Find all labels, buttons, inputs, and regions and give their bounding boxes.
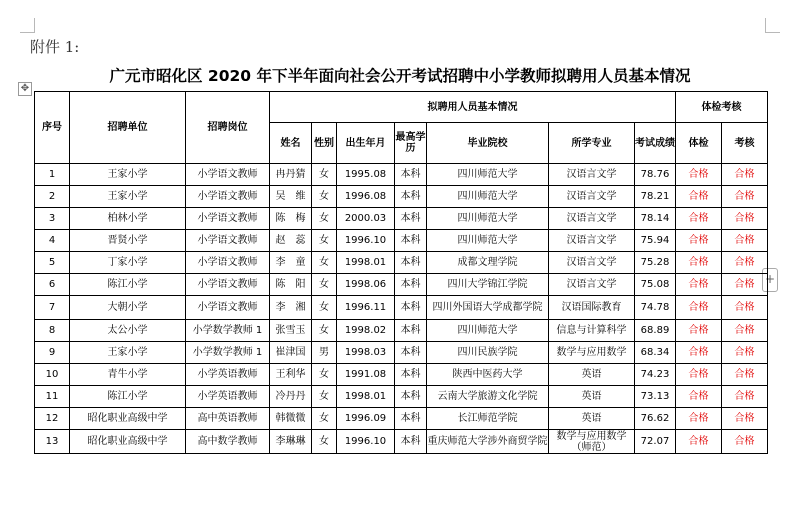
cell-school: 成都文理学院 (427, 252, 549, 274)
cell-seq: 7 (35, 296, 70, 320)
cell-school: 四川师范大学 (427, 230, 549, 252)
cell-physical: 合格 (676, 364, 722, 386)
cell-assess: 合格 (722, 342, 768, 364)
header-group-basic: 拟聘用人员基本情况 (270, 92, 676, 123)
cell-birth: 1998.02 (337, 320, 395, 342)
cell-gender: 女 (312, 320, 337, 342)
cell-physical: 合格 (676, 164, 722, 186)
cell-unit: 昭化职业高级中学 (70, 430, 186, 454)
header-gender: 性别 (312, 123, 337, 164)
cell-assess: 合格 (722, 364, 768, 386)
cell-birth: 1998.06 (337, 274, 395, 296)
cell-assess: 合格 (722, 208, 768, 230)
page-corner-mark-right (765, 18, 780, 33)
table-row (35, 274, 768, 296)
cell-unit: 青牛小学 (70, 364, 186, 386)
personnel-table (34, 91, 768, 454)
cell-major: 汉语言文学 (549, 252, 635, 274)
cell-major: 数学与应用数学（师范） (549, 430, 635, 454)
cell-post: 小学语文教师 (186, 274, 270, 296)
cell-school: 四川师范大学 (427, 164, 549, 186)
attachment-label: 附件 1: (30, 38, 80, 56)
cell-major: 英语 (549, 408, 635, 430)
table-row (35, 364, 768, 386)
header-assess: 考核 (722, 123, 768, 164)
cell-score: 68.34 (635, 342, 676, 364)
table-row (35, 342, 768, 364)
cell-school: 四川大学锦江学院 (427, 274, 549, 296)
cell-assess: 合格 (722, 230, 768, 252)
cell-unit: 丁家小学 (70, 252, 186, 274)
table-row (35, 430, 768, 454)
cell-unit: 大朝小学 (70, 296, 186, 320)
cell-seq: 13 (35, 430, 70, 454)
cell-name: 崔津国 (270, 342, 312, 364)
cell-name: 冉丹猜 (270, 164, 312, 186)
cell-gender: 女 (312, 364, 337, 386)
cell-post: 小学英语教师 (186, 386, 270, 408)
cell-name: 李 湘 (270, 296, 312, 320)
cell-unit: 王家小学 (70, 164, 186, 186)
table-row (35, 320, 768, 342)
cell-school: 四川师范大学 (427, 208, 549, 230)
cell-major: 信息与计算科学 (549, 320, 635, 342)
cell-edu: 本科 (395, 186, 427, 208)
cell-physical: 合格 (676, 320, 722, 342)
cell-score: 76.62 (635, 408, 676, 430)
header-group-exam: 体检考核 (676, 92, 768, 123)
cell-score: 75.28 (635, 252, 676, 274)
header-name: 姓名 (270, 123, 312, 164)
table-row (35, 186, 768, 208)
cell-physical: 合格 (676, 208, 722, 230)
cell-physical: 合格 (676, 408, 722, 430)
cell-seq: 8 (35, 320, 70, 342)
cell-edu: 本科 (395, 208, 427, 230)
header-post: 招聘岗位 (186, 92, 270, 164)
cell-edu: 本科 (395, 320, 427, 342)
cell-unit: 王家小学 (70, 186, 186, 208)
cell-physical: 合格 (676, 386, 722, 408)
cell-gender: 女 (312, 274, 337, 296)
cell-gender: 男 (312, 342, 337, 364)
table-row (35, 296, 768, 320)
cell-physical: 合格 (676, 342, 722, 364)
cell-school: 陕西中医药大学 (427, 364, 549, 386)
cell-post: 高中英语教师 (186, 408, 270, 430)
cell-seq: 11 (35, 386, 70, 408)
cell-seq: 3 (35, 208, 70, 230)
cell-physical: 合格 (676, 230, 722, 252)
header-physical: 体检 (676, 123, 722, 164)
cell-score: 75.94 (635, 230, 676, 252)
cell-score: 78.76 (635, 164, 676, 186)
cell-gender: 女 (312, 186, 337, 208)
cell-assess: 合格 (722, 274, 768, 296)
cell-edu: 本科 (395, 296, 427, 320)
cell-name: 王利华 (270, 364, 312, 386)
cell-edu: 本科 (395, 230, 427, 252)
cell-score: 72.07 (635, 430, 676, 454)
cell-post: 小学英语教师 (186, 364, 270, 386)
cell-major: 英语 (549, 364, 635, 386)
cell-post: 小学语文教师 (186, 208, 270, 230)
cell-name: 陈 阳 (270, 274, 312, 296)
cell-post: 小学语文教师 (186, 252, 270, 274)
cell-edu: 本科 (395, 364, 427, 386)
table-row (35, 252, 768, 274)
cell-physical: 合格 (676, 274, 722, 296)
cell-post: 高中数学教师 (186, 430, 270, 454)
cell-birth: 1996.08 (337, 186, 395, 208)
cell-unit: 柏林小学 (70, 208, 186, 230)
header-major: 所学专业 (549, 123, 635, 164)
cell-edu: 本科 (395, 252, 427, 274)
cell-unit: 晋贤小学 (70, 230, 186, 252)
cell-major: 汉语言文学 (549, 230, 635, 252)
cell-name: 吴 维 (270, 186, 312, 208)
table-row (35, 408, 768, 430)
table-row (35, 386, 768, 408)
cell-seq: 5 (35, 252, 70, 274)
header-seq: 序号 (35, 92, 70, 164)
cell-post: 小学语文教师 (186, 186, 270, 208)
cell-unit: 王家小学 (70, 342, 186, 364)
cell-name: 李 童 (270, 252, 312, 274)
cell-physical: 合格 (676, 252, 722, 274)
cell-school: 长江师范学院 (427, 408, 549, 430)
cell-gender: 女 (312, 296, 337, 320)
cell-name: 韩微微 (270, 408, 312, 430)
cell-gender: 女 (312, 164, 337, 186)
cell-major: 汉语言文学 (549, 208, 635, 230)
cell-edu: 本科 (395, 164, 427, 186)
cell-school: 四川师范大学 (427, 186, 549, 208)
cell-name: 张雪玉 (270, 320, 312, 342)
cell-major: 汉语国际教育 (549, 296, 635, 320)
cell-school: 四川外国语大学成都学院 (427, 296, 549, 320)
document-title: 广元市昭化区 2020 年下半年面向社会公开考试招聘中小学教师拟聘用人员基本情况 (109, 67, 691, 85)
cell-seq: 10 (35, 364, 70, 386)
cell-gender: 女 (312, 208, 337, 230)
cell-score: 73.13 (635, 386, 676, 408)
cell-score: 74.78 (635, 296, 676, 320)
add-column-plus-icon[interactable]: + (762, 268, 778, 292)
cell-name: 赵 蕊 (270, 230, 312, 252)
cell-birth: 1996.11 (337, 296, 395, 320)
cell-post: 小学语文教师 (186, 164, 270, 186)
cell-physical: 合格 (676, 296, 722, 320)
cell-gender: 女 (312, 430, 337, 454)
cell-edu: 本科 (395, 274, 427, 296)
cell-score: 68.89 (635, 320, 676, 342)
cell-gender: 女 (312, 386, 337, 408)
table-row (35, 164, 768, 186)
cell-assess: 合格 (722, 386, 768, 408)
cell-score: 74.23 (635, 364, 676, 386)
cell-assess: 合格 (722, 186, 768, 208)
cell-seq: 9 (35, 342, 70, 364)
cell-birth: 1996.10 (337, 230, 395, 252)
cell-name: 陈 梅 (270, 208, 312, 230)
header-edu: 最高学历 (395, 123, 427, 164)
cell-assess: 合格 (722, 252, 768, 274)
cell-school: 重庆师范大学涉外商贸学院 (427, 430, 549, 454)
cell-seq: 4 (35, 230, 70, 252)
cell-major: 英语 (549, 386, 635, 408)
cell-seq: 2 (35, 186, 70, 208)
page-corner-mark-left (20, 18, 35, 33)
cell-assess: 合格 (722, 430, 768, 454)
cell-score: 78.14 (635, 208, 676, 230)
cell-edu: 本科 (395, 386, 427, 408)
cell-birth: 1998.01 (337, 386, 395, 408)
cell-birth: 2000.03 (337, 208, 395, 230)
cell-school: 四川民族学院 (427, 342, 549, 364)
cell-birth: 1996.10 (337, 430, 395, 454)
cell-seq: 6 (35, 274, 70, 296)
cell-score: 78.21 (635, 186, 676, 208)
cell-gender: 女 (312, 252, 337, 274)
cell-unit: 陈江小学 (70, 274, 186, 296)
table-row (35, 208, 768, 230)
cell-unit: 陈江小学 (70, 386, 186, 408)
cell-birth: 1995.08 (337, 164, 395, 186)
cell-school: 四川师范大学 (427, 320, 549, 342)
table-move-handle-icon[interactable]: ✥ (18, 82, 32, 96)
cell-birth: 1998.01 (337, 252, 395, 274)
cell-birth: 1991.08 (337, 364, 395, 386)
cell-physical: 合格 (676, 430, 722, 454)
cell-unit: 太公小学 (70, 320, 186, 342)
header-score: 考试成绩 (635, 123, 676, 164)
table-row (35, 230, 768, 252)
cell-post: 小学语文教师 (186, 296, 270, 320)
cell-unit: 昭化职业高级中学 (70, 408, 186, 430)
cell-name: 冷丹丹 (270, 386, 312, 408)
header-school: 毕业院校 (427, 123, 549, 164)
cell-birth: 1996.09 (337, 408, 395, 430)
cell-birth: 1998.03 (337, 342, 395, 364)
cell-assess: 合格 (722, 408, 768, 430)
header-unit: 招聘单位 (70, 92, 186, 164)
cell-seq: 12 (35, 408, 70, 430)
cell-school: 云南大学旅游文化学院 (427, 386, 549, 408)
cell-seq: 1 (35, 164, 70, 186)
cell-post: 小学语文教师 (186, 230, 270, 252)
cell-physical: 合格 (676, 186, 722, 208)
cell-post: 小学数学教师 1 (186, 320, 270, 342)
cell-assess: 合格 (722, 164, 768, 186)
cell-name: 李琳琳 (270, 430, 312, 454)
cell-edu: 本科 (395, 430, 427, 454)
cell-assess: 合格 (722, 320, 768, 342)
cell-major: 汉语言文学 (549, 164, 635, 186)
cell-gender: 女 (312, 408, 337, 430)
cell-assess: 合格 (722, 296, 768, 320)
cell-edu: 本科 (395, 408, 427, 430)
cell-major: 数学与应用数学 (549, 342, 635, 364)
cell-post: 小学数学教师 1 (186, 342, 270, 364)
cell-major: 汉语言文学 (549, 274, 635, 296)
cell-score: 75.08 (635, 274, 676, 296)
cell-major: 汉语言文学 (549, 186, 635, 208)
header-birth: 出生年月 (337, 123, 395, 164)
cell-gender: 女 (312, 230, 337, 252)
cell-edu: 本科 (395, 342, 427, 364)
